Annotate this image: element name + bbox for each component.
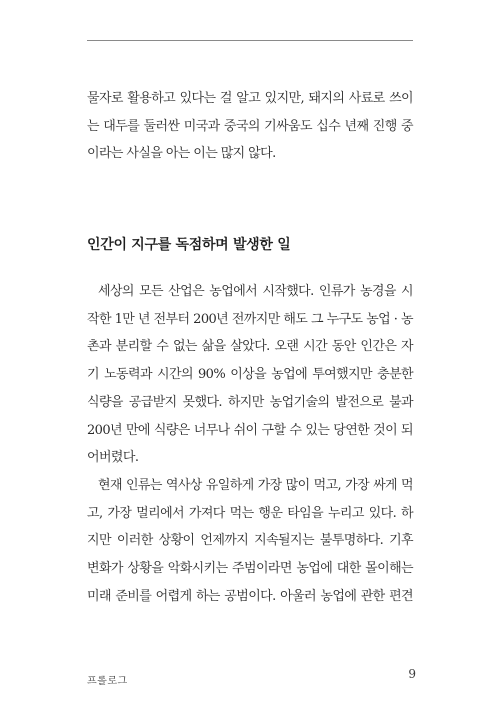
running-footer-section-title: 프롤로그 — [87, 676, 128, 687]
text-line: 200년 만에 식량은 너무나 쉬이 구할 수 있는 당연한 것이 되 — [87, 422, 413, 438]
text-line: 고, 가장 멀리에서 가져다 먹는 행운 타임을 누리고 있다. 하 — [87, 505, 413, 521]
body-paragraph-1 — [87, 278, 413, 472]
text-line: 촌과 분리할 수 없는 삶을 살았다. 오랜 시간 동안 인간은 자 — [87, 339, 413, 355]
text-line: 변화가 상황을 악화시키는 주범이라면 농업에 대한 몰이해는 — [87, 561, 413, 577]
text-line: 미래 준비를 어렵게 하는 공범이다. 아울러 농업에 관한 편견 — [87, 588, 413, 604]
text-line: 물자로 활용하고 있다는 걸 알고 있지만, 돼지의 사료로 쓰이 — [87, 91, 413, 106]
text-line: 이라는 사실을 아는 이는 많지 않다. — [87, 146, 276, 162]
section-heading: 인간이 지구를 독점하며 발생한 일 — [87, 237, 291, 253]
page-number: 9 — [408, 667, 416, 681]
text-line: 식량을 공급받지 못했다. 하지만 농업기술의 발전으로 불과 — [87, 394, 413, 410]
body-paragraph-2 — [87, 472, 413, 611]
text-line: 어버렸다. — [87, 450, 139, 466]
text-line: 기 노동력과 시간의 90% 이상을 농업에 투여했지만 충분한 — [87, 367, 413, 383]
text-line: 지만 이러한 상황이 언제까지 지속될지는 불투명하다. 기후 — [87, 533, 413, 549]
text-line: 세상의 모든 산업은 농업에서 시작했다. 인류가 농경을 시 — [98, 284, 413, 299]
header-divider — [87, 40, 413, 41]
intro-paragraph — [87, 85, 413, 168]
text-line: 작한 1만 년 전부터 200년 전까지만 해도 그 누구도 농업 · 농 — [87, 311, 413, 327]
text-line: 는 대두를 둘러싼 미국과 중국의 기싸움도 십수 년째 진행 중 — [87, 118, 413, 134]
text-line: 현재 인류는 역사상 유일하게 가장 많이 먹고, 가장 싸게 먹 — [98, 478, 413, 493]
